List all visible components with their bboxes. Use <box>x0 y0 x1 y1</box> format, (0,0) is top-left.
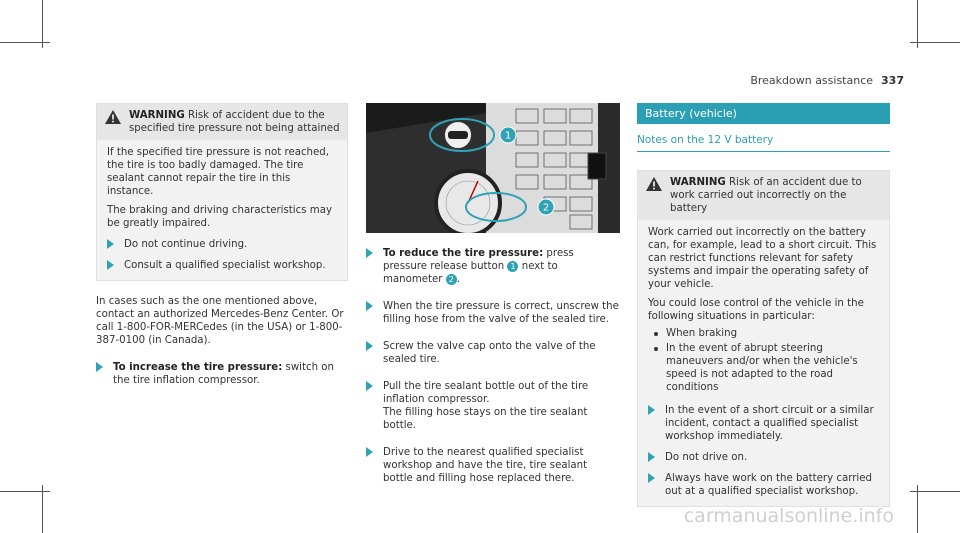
step-text: switch on the tire inflation compressor. <box>113 362 334 386</box>
crop-mark <box>917 0 918 48</box>
column-3 <box>637 103 890 507</box>
list-item: When braking <box>648 327 881 340</box>
warning-title-text: Risk of an accident due to work carried out incorrectly on the battery <box>670 177 862 214</box>
step-note: The filling hose stays on the tire sealant bottle. <box>383 407 588 431</box>
warning-text: If the specified tire pressure is not reached, the tire is too badly damaged. The tire sealant cannot repair the tire in this instance. <box>107 147 329 197</box>
crop-mark <box>910 42 960 43</box>
warning-label: WARNING <box>670 177 726 188</box>
step-item <box>366 300 620 326</box>
bullet-list <box>648 327 881 394</box>
page-number: 337 <box>881 74 904 87</box>
step-arrow-icon <box>648 473 655 483</box>
warning-triangle-icon <box>105 110 121 124</box>
step-text: press pressure release button <box>383 248 574 272</box>
crop-mark <box>42 485 43 533</box>
warning-label: WARNING <box>129 110 185 121</box>
callout-number: 2 <box>542 202 550 214</box>
step-text: Pull the tire sealant bottle out of the tire inflation compressor. <box>383 381 589 405</box>
warning-title <box>129 109 341 135</box>
column-1 <box>96 103 348 387</box>
warning-header <box>97 104 347 140</box>
warning-box <box>637 170 890 507</box>
warning-text: You could lose control of the vehicle in the following situations in particular: <box>648 298 864 322</box>
step-label: To reduce the tire pressure: <box>383 248 544 259</box>
step-text: When the tire pressure is correct, unscrew the filling hose from the valve of the sealed tire. <box>383 301 619 325</box>
step-arrow-icon <box>366 381 373 391</box>
step-item: To reduce the tire pressure: press pressure release button 1 next to manometer 2 . <box>366 247 620 286</box>
step-item <box>648 404 881 443</box>
warning-text: Work carried out incorrectly on the battery can, for example, lead to a short circuit. This can restrict functions relevant for safety systems and impair the operating safety of your vehicle. <box>648 227 877 290</box>
step-arrow-icon <box>366 341 373 351</box>
page-header <box>750 74 904 87</box>
callout-number: 1 <box>504 130 512 142</box>
callout-badge: 2 <box>446 274 457 285</box>
crop-mark <box>910 491 960 492</box>
step-text: In the event of a short circuit or a similar incident, contact a qualified specialist workshop immediately. <box>665 405 874 442</box>
list-item: In the event of abrupt steering maneuvers and/or when the vehicle's speed is not adapted to the road conditions <box>648 342 881 394</box>
crop-mark <box>917 485 918 533</box>
step-arrow-icon <box>648 405 655 415</box>
step-arrow-icon <box>366 248 373 258</box>
crop-mark <box>0 42 50 43</box>
step-text: Screw the valve cap onto the valve of the sealed tire. <box>383 341 596 365</box>
warning-box <box>96 103 348 281</box>
step-arrow-icon <box>107 239 114 249</box>
step-item <box>366 380 620 432</box>
warning-title-text: Risk of accident due to the specified tire pressure not being attained <box>129 110 340 134</box>
step-arrow-icon <box>366 301 373 311</box>
warning-body <box>638 220 889 506</box>
step-text: Drive to the nearest qualified specialist workshop and have the tire, tire sealant bottle and filling hose replaced there. <box>383 447 588 484</box>
step-arrow-icon <box>648 452 655 462</box>
section-title: Battery (vehicle) <box>637 103 890 124</box>
warning-text: The braking and driving characteristics may be greatly impaired. <box>107 205 332 229</box>
step-item <box>107 238 339 251</box>
crop-mark <box>0 491 50 492</box>
watermark: carmanualsonline.info <box>683 505 894 527</box>
step-item <box>96 361 348 387</box>
warning-triangle-icon <box>646 177 662 191</box>
warning-body <box>97 140 347 280</box>
step-item <box>366 340 620 366</box>
step-text: Do not drive on. <box>665 452 748 463</box>
step-list <box>366 247 620 485</box>
step-label: To increase the tire pressure: <box>113 362 283 373</box>
step-text: Consult a qualified specialist workshop. <box>124 260 326 271</box>
step-item <box>648 472 881 498</box>
warning-header <box>638 171 889 220</box>
body-paragraph: In cases such as the one mentioned above, contact an authorized Mercedes-Benz Center. Or call 1-800-FOR-MERCedes (in the USA) or 1-800-387-0100 (in Canada). <box>96 296 344 346</box>
header-title: Breakdown assistance <box>750 74 874 87</box>
warning-title <box>670 176 883 215</box>
step-item <box>366 446 620 485</box>
step-item <box>648 451 881 464</box>
step-arrow-icon <box>366 447 373 457</box>
column-2 <box>366 103 620 485</box>
step-item <box>107 259 339 272</box>
compressor-illustration <box>366 103 620 233</box>
step-text: Do not continue driving. <box>124 239 248 250</box>
section-subtitle: Notes on the 12 V battery <box>637 128 890 152</box>
step-arrow-icon <box>96 362 103 372</box>
callout-badge: 1 <box>507 261 518 272</box>
step-text: Always have work on the battery carried out at a qualified specialist workshop. <box>665 473 872 497</box>
crop-mark <box>42 0 43 48</box>
step-arrow-icon <box>107 260 114 270</box>
step-text: next to manometer <box>383 261 558 285</box>
